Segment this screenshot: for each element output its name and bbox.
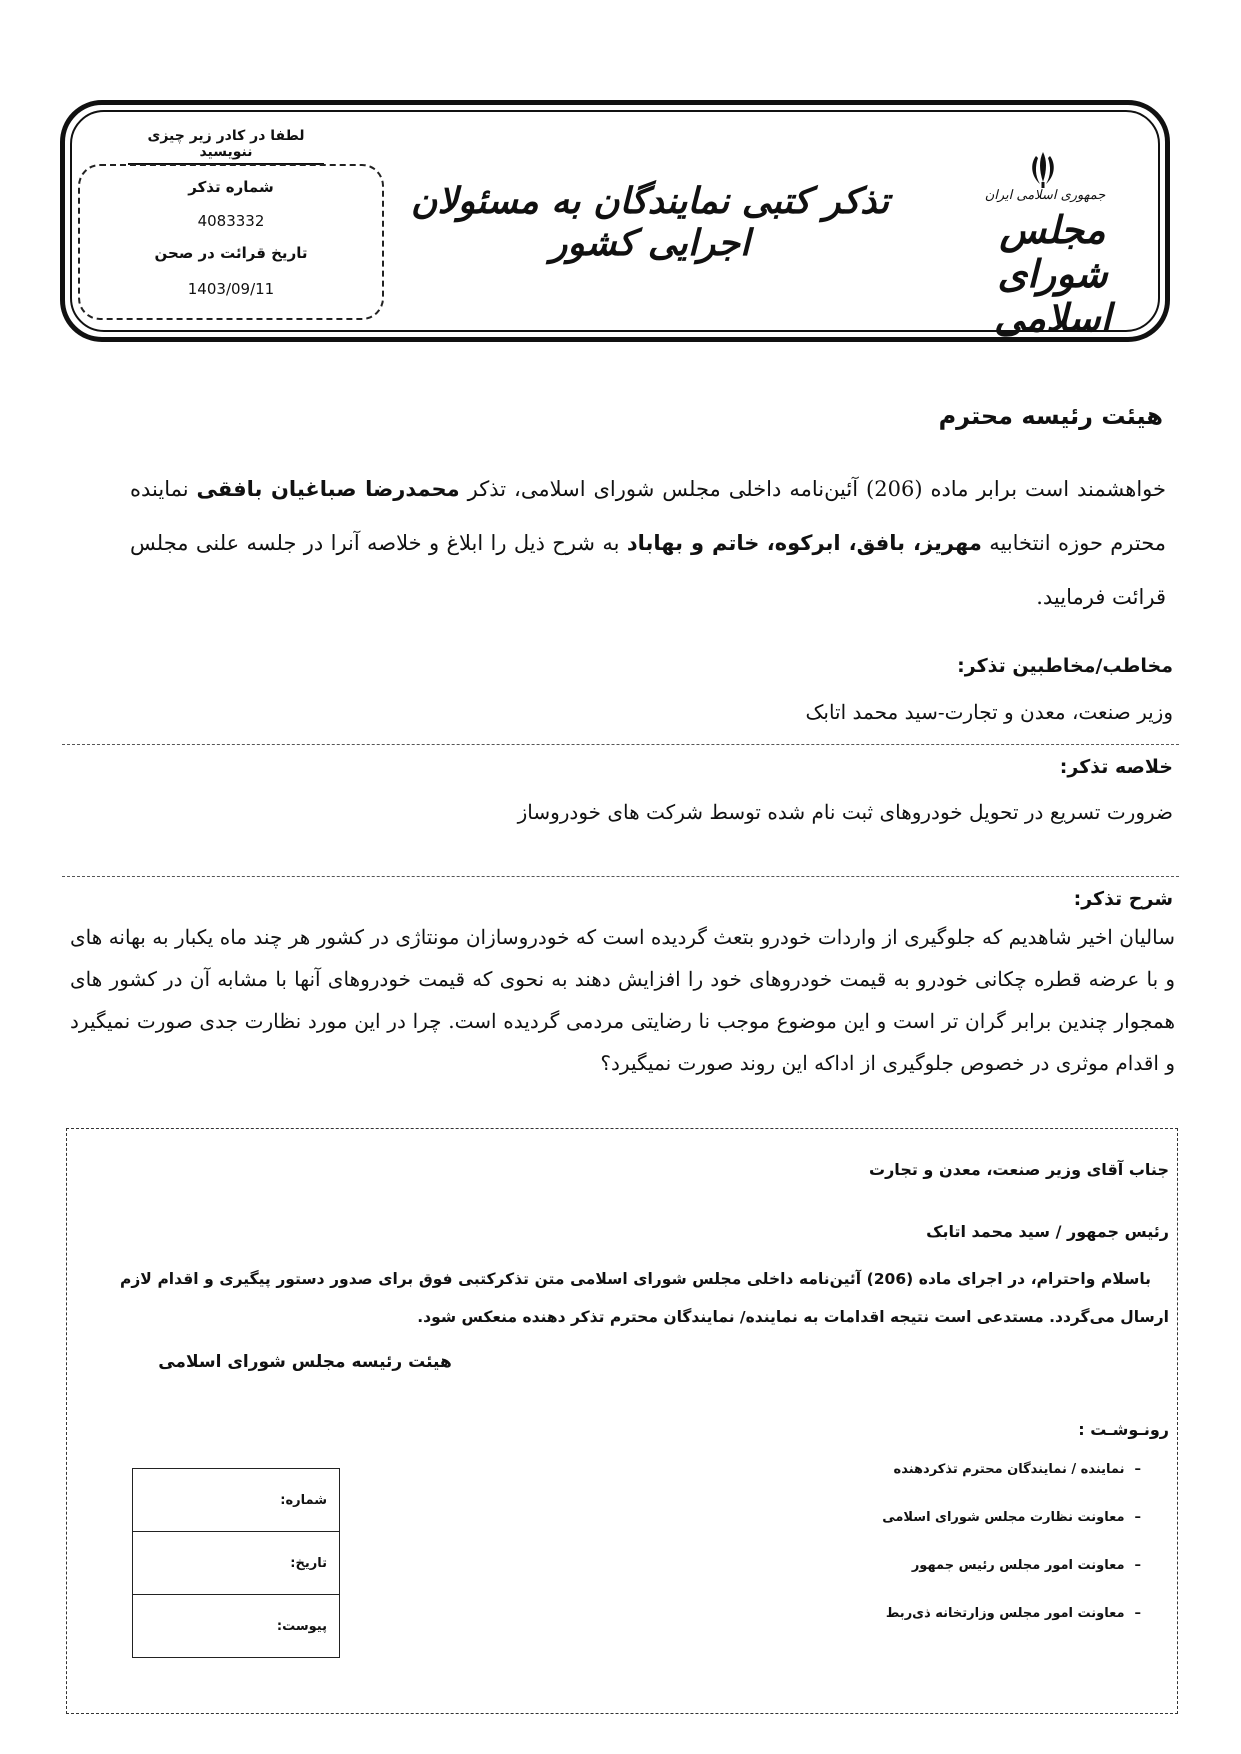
parliament-logo-text: مجلس شورای اسلامی xyxy=(993,207,1112,340)
summary-value: ضرورت تسریع در تحویل خودروهای ثبت نام شده توسط شرکت های خودروساز xyxy=(517,800,1173,824)
reading-date-label: تاریخ قرائت در صحن xyxy=(154,244,308,262)
cc-item-label: معاونت نظارت مجلس شورای اسلامی xyxy=(882,1510,1125,1525)
addressee-heading: مخاطب/مخاطبین تذکر: xyxy=(957,655,1173,677)
stamp-attachment-cell: پیوست: xyxy=(133,1595,340,1658)
representative-name: محمدرضا صباغیان بافقی xyxy=(196,477,460,501)
separator-2 xyxy=(62,876,1179,877)
cc-item-label: نماینده / نمایندگان محترم تذکردهنده xyxy=(893,1462,1125,1477)
national-emblem-icon xyxy=(1025,148,1061,190)
registration-stamp-table xyxy=(132,1468,340,1658)
intro-paragraph xyxy=(130,462,1166,624)
intro-text-3: به شرح ذیل را ابلاغ و خلاصه آنرا در جلسه علنی مجلس قرائت فرمایید. xyxy=(130,531,1166,609)
addressee-value: وزیر صنعت، معدن و تجارت-سید محمد اتابک xyxy=(805,700,1173,724)
cc-item: –نماینده / نمایندگان محترم تذکردهنده xyxy=(893,1462,1141,1477)
referral-to-name: رئیس جمهور / سید محمد اتابک xyxy=(926,1222,1169,1241)
intro-text-2: نماینده محترم حوزه انتخابیه xyxy=(130,477,1167,555)
country-name: جمهوری اسلامی ایران xyxy=(984,188,1106,203)
form-title: تذکر کتبی نمایندگان به مسئولان اجرایی کشور xyxy=(410,180,890,264)
separator-1 xyxy=(62,744,1179,745)
cc-item-label: معاونت امور مجلس رئیس جمهور xyxy=(911,1558,1125,1573)
page-title: هیئت رئیسه محترم xyxy=(938,402,1163,430)
referral-signature: هیئت رئیسه مجلس شورای اسلامی xyxy=(158,1352,452,1372)
cc-item-label: معاونت امور مجلس وزارتخانه ذی‌ربط xyxy=(885,1606,1125,1621)
cc-title: رونـوشـت : xyxy=(1078,1420,1169,1439)
reading-date-value: 1403/09/11 xyxy=(187,280,275,298)
cc-item: –معاونت امور مجلس وزارتخانه ذی‌ربط xyxy=(885,1606,1141,1621)
summary-heading: خلاصه تذکر: xyxy=(1059,756,1173,778)
district-names-a: مهریز، بافق، ابرکوه، xyxy=(766,531,982,555)
intro-text-1: خواهشمند است برابر ماده (206) آئین‌نامه داخلی مجلس شورای اسلامی، تذکر xyxy=(467,477,1167,501)
description-heading: شرح تذکر: xyxy=(1073,888,1173,910)
referral-to-line: جناب آقای وزیر صنعت، معدن و تجارت xyxy=(869,1160,1169,1179)
referral-text: باسلام واحترام، در اجرای ماده (206) آئین‌نامه داخلی مجلس شورای اسلامی متن تذکرکتبی فوق برای صدور دستور پیگیری و اقدام لازم ارسال می‌گردد. مستدعی است نتیجه اقدامات به نماینده/ نمایندگان محترم تذکر دهنده منعکس شود. xyxy=(120,1270,1169,1326)
cc-item: –معاونت نظارت مجلس شورای اسلامی xyxy=(882,1510,1141,1525)
stamp-number-cell: شماره: xyxy=(133,1469,340,1532)
do-not-write-note: لطفا در کادر زیر چیزی ننویسید xyxy=(128,128,324,165)
district-names-b: خاتم و بهاباد xyxy=(626,531,760,555)
cc-item: –معاونت امور مجلس رئیس جمهور xyxy=(911,1558,1141,1573)
notice-number-value: 4083332 xyxy=(197,212,265,230)
notice-number-label: شماره تذکر xyxy=(188,178,274,196)
description-value: سالیان اخیر شاهدیم که جلوگیری از واردات خودرو بتعث گردیده است که خودروسازان مونتاژی در کشور هر چند ماه یکبار به بهانه های و با عرضه قطره چکانی خودرو به قیمت خودروهای خود را افزایش دهند به نحوی که قیمت خودروهای آنها با مشابه آن در کشور های همجوار چندین برابر گران تر است و این موضوع موجب نا رضایتی مردمی گردیده است. چرا در این مورد نظارت جدی صورت نمیگیرد و اقدام موثری در خصوص جلوگیری از اداکه این روند صورت نمیگیرد؟ xyxy=(70,925,1175,1075)
stamp-date-cell: تاریخ: xyxy=(133,1532,340,1595)
